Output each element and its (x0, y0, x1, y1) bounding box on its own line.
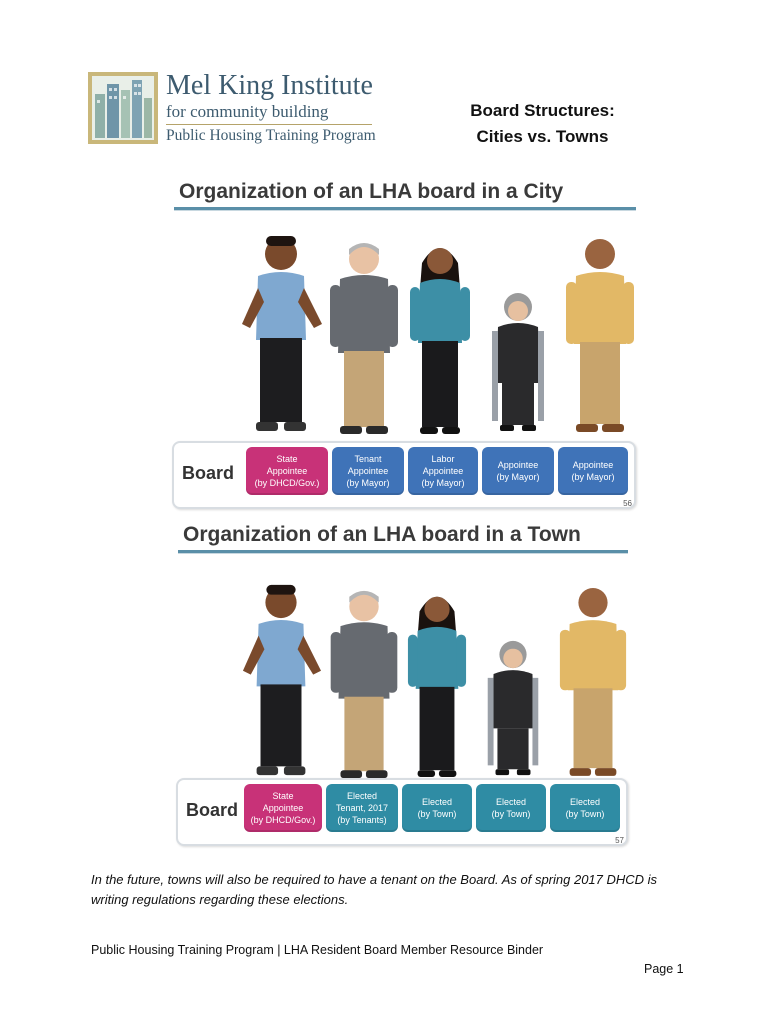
document-title-line-2: Cities vs. Towns (476, 127, 609, 146)
institute-logo (88, 72, 378, 152)
city-board-panel (172, 441, 636, 509)
town-board-members-illustration (234, 576, 634, 781)
page-footer: Public Housing Training Program | LHA Resident Board Member Resource Binder (91, 943, 544, 957)
board-member-figure (236, 581, 326, 781)
board-member-figure (236, 232, 326, 437)
town-slide-number: 57 (615, 836, 624, 845)
board-member-figure (406, 585, 468, 781)
city-buildings-logo-icon (88, 72, 158, 144)
board-member-wheelchair-figure (482, 287, 554, 437)
board-member-figure (562, 232, 638, 437)
document-title (440, 98, 645, 150)
town-seat-elected-tenant: Elected Tenant, 2017 (by Tenants) (326, 784, 398, 832)
town-section-rule (178, 550, 628, 554)
city-section-rule (174, 207, 636, 211)
town-board-panel (176, 778, 628, 846)
town-seat-elected: Elected (by Town) (476, 784, 546, 832)
city-board-label: Board (182, 463, 235, 483)
logo-program: Public Housing Training Program (166, 127, 376, 144)
city-board-members-illustration (230, 232, 640, 437)
board-member-figure (326, 237, 402, 437)
logo-title: Mel King Institute (166, 70, 373, 101)
board-member-figure (556, 581, 630, 781)
city-seat-appointee: Appointee (by Mayor) (558, 447, 628, 495)
city-section-title: Organization of an LHA board in a City (179, 180, 564, 203)
city-seat-appointee: Appointee (by Mayor) (482, 447, 554, 495)
city-seat-labor-appointee: Labor Appointee (by Mayor) (408, 447, 478, 495)
town-seat-elected: Elected (by Town) (402, 784, 472, 832)
document-title-line-1: Board Structures: (470, 101, 615, 120)
city-slide-number: 56 (623, 499, 632, 508)
future-tenant-note: In the future, towns will also be required to have a tenant on the Board. As of spring 2017 DHCD is writing regulations regarding these elections. (91, 872, 658, 907)
board-member-figure (408, 237, 472, 437)
town-seat-state-appointee: State Appointee (by DHCD/Gov.) (244, 784, 322, 832)
city-seat-tenant-appointee: Tenant Appointee (by Mayor) (332, 447, 404, 495)
city-seat-state-appointee: State Appointee (by DHCD/Gov.) (246, 447, 328, 495)
town-section-title: Organization of an LHA board in a Town (183, 523, 581, 546)
logo-subtitle: for community building (166, 102, 329, 121)
page-number: Page 1 (644, 962, 684, 976)
board-member-figure (326, 585, 402, 781)
logo-divider (166, 124, 372, 125)
board-member-wheelchair-figure (478, 635, 548, 781)
town-board-label: Board (186, 800, 239, 820)
town-seat-elected: Elected (by Town) (550, 784, 620, 832)
